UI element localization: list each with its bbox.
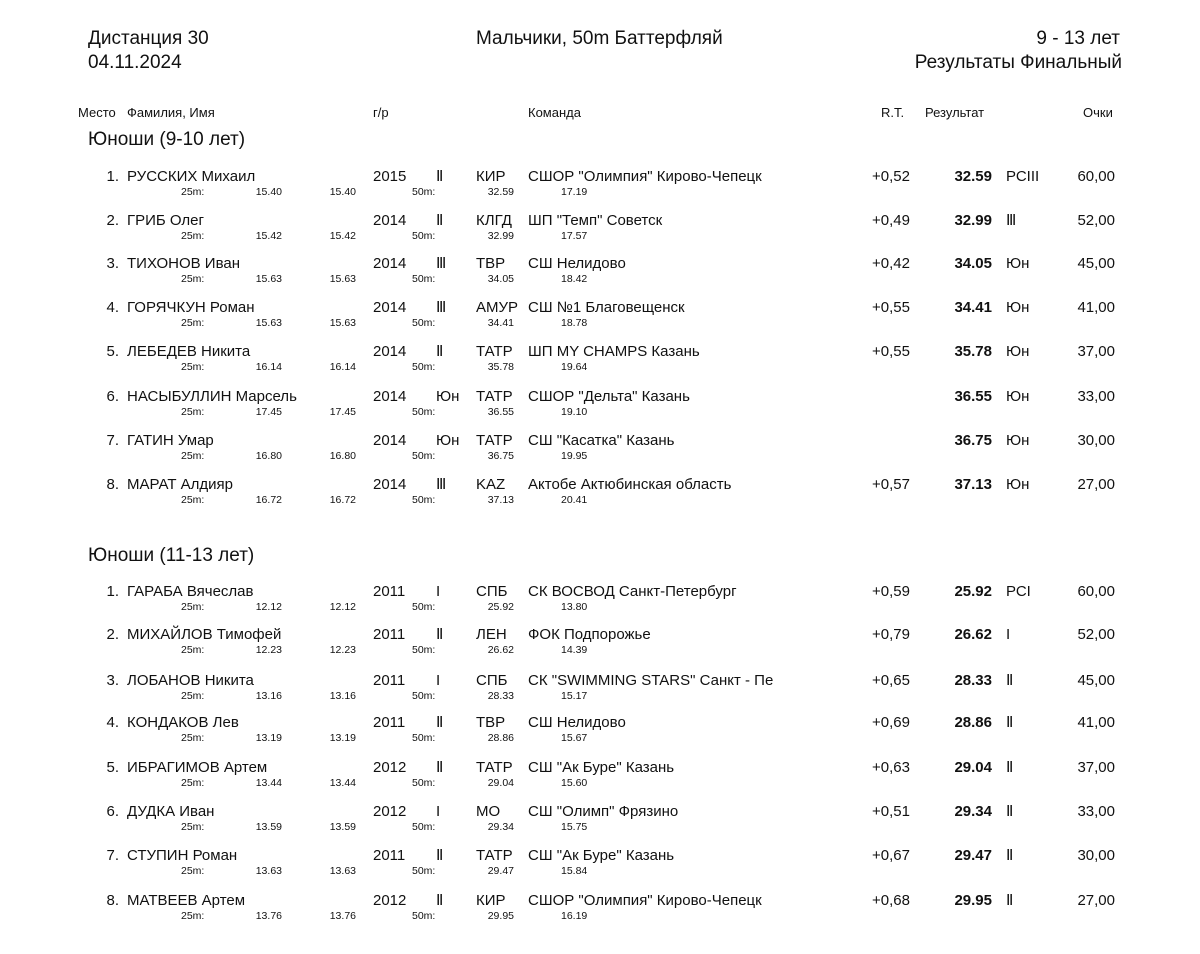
row-region: КИР <box>476 892 506 909</box>
row-team: СШ Нелидово <box>528 255 626 272</box>
row-result-class: Юн <box>1006 299 1030 316</box>
row-cum25: 15.40 <box>329 186 356 198</box>
row-split25-label: 25m: <box>181 732 205 744</box>
row-rt: +0,69 <box>872 714 910 731</box>
row-split50: 29.95 <box>487 910 514 922</box>
row-split25-label: 25m: <box>181 644 205 656</box>
row-points: 60,00 <box>1077 583 1115 600</box>
row-result-class: РСI <box>1006 583 1031 600</box>
row-split25-label: 25m: <box>181 450 205 462</box>
row-place: 5. <box>106 759 119 776</box>
row-cum25: 13.63 <box>329 865 356 877</box>
header-event-name: Дистанция 30 <box>88 28 209 49</box>
column-header-team: Команда <box>528 105 581 120</box>
row-result: 28.86 <box>954 714 992 731</box>
row-yob: 2014 <box>373 343 407 360</box>
row-rank: Юн <box>436 388 460 405</box>
row-seg50: 19.64 <box>561 361 588 373</box>
row-points: 33,00 <box>1077 388 1115 405</box>
row-split25: 13.16 <box>255 690 282 702</box>
row-result-class: Ⅱ <box>1006 759 1014 776</box>
row-split50-label: 50m: <box>412 317 436 329</box>
row-rt: +0,55 <box>872 299 910 316</box>
row-points: 41,00 <box>1077 299 1115 316</box>
column-header-result: Результат <box>925 105 985 120</box>
row-points: 60,00 <box>1077 168 1115 185</box>
row-name: ЛЕБЕДЕВ Никита <box>127 343 251 360</box>
column-header-yob: г/р <box>373 105 389 120</box>
row-yob: 2011 <box>373 714 406 731</box>
column-header-place: Место <box>78 105 116 120</box>
row-name: ДУДКА Иван <box>127 803 215 820</box>
row-split50-label: 50m: <box>412 230 436 242</box>
row-seg50: 17.19 <box>561 186 588 198</box>
result-row <box>0 803 1200 843</box>
row-split50: 26.62 <box>487 644 514 656</box>
row-result-class: I <box>1006 626 1011 643</box>
row-team: СШОР "Дельта" Казань <box>528 388 690 405</box>
row-yob: 2014 <box>373 388 407 405</box>
row-split25: 15.40 <box>255 186 282 198</box>
row-cum25: 13.76 <box>329 910 356 922</box>
row-seg50: 16.19 <box>561 910 588 922</box>
row-cum25: 17.45 <box>329 406 356 418</box>
row-split50-label: 50m: <box>412 406 436 418</box>
row-split25: 15.63 <box>255 273 282 285</box>
row-rt: +0,68 <box>872 892 910 909</box>
row-region: КИР <box>476 168 506 185</box>
row-seg50: 20.41 <box>561 494 588 506</box>
row-name: КОНДАКОВ Лев <box>127 714 239 731</box>
row-place: 6. <box>106 803 119 820</box>
row-result: 34.05 <box>954 255 992 272</box>
row-split25-label: 25m: <box>181 821 205 833</box>
row-yob: 2012 <box>373 892 407 909</box>
row-place: 8. <box>106 892 119 909</box>
row-result-class: Юн <box>1006 388 1030 405</box>
row-split25-label: 25m: <box>181 494 205 506</box>
row-split25: 13.19 <box>255 732 282 744</box>
row-team: СШ "Ак Буре" Казань <box>528 847 675 864</box>
row-split25: 13.76 <box>255 910 282 922</box>
row-region: ТВР <box>476 255 506 272</box>
row-result: 35.78 <box>954 343 992 360</box>
row-yob: 2014 <box>373 432 407 449</box>
row-rank: Юн <box>436 432 460 449</box>
row-points: 33,00 <box>1077 803 1115 820</box>
row-yob: 2014 <box>373 476 407 493</box>
row-rt: +0,55 <box>872 343 910 360</box>
row-split25: 13.44 <box>255 777 282 789</box>
row-region: KAZ <box>476 476 506 493</box>
row-name: ГАТИН Умар <box>127 432 214 449</box>
row-region: ЛЕН <box>476 626 507 643</box>
row-region: ТАТР <box>476 388 513 405</box>
row-result-class: Ⅱ <box>1006 672 1014 689</box>
row-team: СШОР "Олимпия" Кирово-Чепецк <box>528 168 762 185</box>
header-race: Мальчики, 50m Баттерфляй <box>476 28 723 49</box>
result-row <box>0 714 1200 754</box>
row-place: 3. <box>106 255 119 272</box>
row-name: ГОРЯЧКУН Роман <box>127 299 255 316</box>
row-rt: +0,57 <box>872 476 910 493</box>
row-place: 4. <box>106 714 119 731</box>
row-split25: 16.72 <box>255 494 282 506</box>
row-split25-label: 25m: <box>181 865 205 877</box>
row-region: КЛГД <box>476 212 512 229</box>
row-rank: I <box>436 803 441 820</box>
row-cum25: 13.19 <box>329 732 356 744</box>
row-region: МО <box>476 803 501 820</box>
row-team: ШП "Темп" Советск <box>528 212 663 229</box>
row-seg50: 17.57 <box>561 230 588 242</box>
row-region: СПБ <box>476 672 508 689</box>
row-yob: 2011 <box>373 847 406 864</box>
row-points: 37,00 <box>1077 759 1115 776</box>
row-split25-label: 25m: <box>181 406 205 418</box>
row-place: 7. <box>106 847 119 864</box>
row-rank: Ⅱ <box>436 847 444 864</box>
row-name: ИБРАГИМОВ Артем <box>127 759 268 776</box>
row-split50-label: 50m: <box>412 644 436 656</box>
row-split50: 34.05 <box>487 273 514 285</box>
row-split25: 15.63 <box>255 317 282 329</box>
row-split50: 35.78 <box>487 361 514 373</box>
row-cum25: 16.72 <box>329 494 356 506</box>
row-yob: 2015 <box>373 168 407 185</box>
row-rt: +0,63 <box>872 759 910 776</box>
row-split50-label: 50m: <box>412 865 436 877</box>
row-place: 7. <box>106 432 119 449</box>
row-name: ГРИБ Олег <box>127 212 204 229</box>
row-result: 32.59 <box>954 168 992 185</box>
row-cum25: 15.42 <box>329 230 356 242</box>
row-split25-label: 25m: <box>181 186 205 198</box>
result-row <box>0 672 1200 712</box>
row-place: 1. <box>106 583 119 600</box>
row-split25-label: 25m: <box>181 361 205 373</box>
row-split50: 37.13 <box>487 494 514 506</box>
row-result: 26.62 <box>954 626 992 643</box>
row-team: СШ "Олимп" Фрязино <box>528 803 679 820</box>
row-split25-label: 25m: <box>181 910 205 922</box>
row-result: 32.99 <box>954 212 992 229</box>
row-team: ФОК Подпорожье <box>528 626 651 643</box>
row-name: МАТВЕЕВ Артем <box>127 892 246 909</box>
row-result: 36.75 <box>954 432 992 449</box>
section-title: Юноши (11-13 лет) <box>88 545 255 566</box>
row-split25-label: 25m: <box>181 690 205 702</box>
row-name: ЛОБАНОВ Никита <box>127 672 254 689</box>
row-split25: 16.80 <box>255 450 282 462</box>
row-split25-label: 25m: <box>181 230 205 242</box>
row-team: СШ №1 Благовещенск <box>528 299 685 316</box>
row-name: НАСЫБУЛЛИН Марсель <box>127 388 297 405</box>
row-result-class: Юн <box>1006 476 1030 493</box>
row-split50: 29.34 <box>487 821 514 833</box>
row-seg50: 15.17 <box>561 690 588 702</box>
row-cum25: 12.12 <box>329 601 356 613</box>
row-split25-label: 25m: <box>181 601 205 613</box>
row-cum25: 15.63 <box>329 273 356 285</box>
row-split50-label: 50m: <box>412 186 436 198</box>
row-rank: I <box>436 672 441 689</box>
row-split50-label: 50m: <box>412 910 436 922</box>
result-row <box>0 212 1200 252</box>
result-row <box>0 583 1200 623</box>
row-seg50: 15.67 <box>561 732 588 744</box>
row-seg50: 19.95 <box>561 450 588 462</box>
row-split50-label: 50m: <box>412 777 436 789</box>
row-rank: Ⅲ <box>436 299 447 316</box>
column-header-points: Очки <box>1083 105 1113 120</box>
row-split50-label: 50m: <box>412 601 436 613</box>
section-title: Юноши (9-10 лет) <box>88 129 246 150</box>
row-name: МАРАТ Алдияр <box>127 476 234 493</box>
row-split50-label: 50m: <box>412 732 436 744</box>
row-name: СТУПИН Роман <box>127 847 238 864</box>
row-split25: 16.14 <box>255 361 282 373</box>
row-yob: 2012 <box>373 803 407 820</box>
row-result: 37.13 <box>954 476 992 493</box>
row-rt: +0,65 <box>872 672 910 689</box>
row-yob: 2014 <box>373 299 407 316</box>
row-result-class: Ⅱ <box>1006 803 1014 820</box>
row-result: 29.95 <box>954 892 992 909</box>
row-result: 29.34 <box>954 803 992 820</box>
row-split50-label: 50m: <box>412 821 436 833</box>
row-name: РУССКИХ Михаил <box>127 168 256 185</box>
row-cum25: 13.59 <box>329 821 356 833</box>
row-split25: 13.63 <box>255 865 282 877</box>
row-seg50: 18.78 <box>561 317 588 329</box>
row-rt: +0,51 <box>872 803 910 820</box>
row-rank: Ⅱ <box>436 168 444 185</box>
row-rank: Ⅱ <box>436 212 444 229</box>
result-row <box>0 759 1200 799</box>
row-split50-label: 50m: <box>412 273 436 285</box>
result-row <box>0 343 1200 383</box>
row-rank: Ⅱ <box>436 714 444 731</box>
result-row <box>0 299 1200 339</box>
row-yob: 2011 <box>373 583 406 600</box>
row-region: ТАТР <box>476 343 513 360</box>
row-result-class: Ⅲ <box>1006 212 1017 229</box>
row-cum25: 16.80 <box>329 450 356 462</box>
row-place: 4. <box>106 299 119 316</box>
row-split50-label: 50m: <box>412 690 436 702</box>
row-split50: 29.47 <box>487 865 514 877</box>
row-split25: 12.12 <box>255 601 282 613</box>
row-split50: 36.55 <box>487 406 514 418</box>
row-cum25: 12.23 <box>329 644 356 656</box>
row-rank: Ⅲ <box>436 476 447 493</box>
result-row <box>0 432 1200 472</box>
row-result-class: РСIII <box>1006 168 1040 185</box>
row-team: СШ Нелидово <box>528 714 626 731</box>
result-row <box>0 626 1200 666</box>
row-result-class: Юн <box>1006 432 1030 449</box>
row-result-class: Ⅱ <box>1006 714 1014 731</box>
row-points: 37,00 <box>1077 343 1115 360</box>
row-points: 45,00 <box>1077 255 1115 272</box>
row-points: 30,00 <box>1077 847 1115 864</box>
row-result: 29.47 <box>954 847 992 864</box>
row-split50: 28.33 <box>487 690 514 702</box>
row-points: 30,00 <box>1077 432 1115 449</box>
row-seg50: 15.60 <box>561 777 588 789</box>
row-region: ТАТР <box>476 759 513 776</box>
row-region: СПБ <box>476 583 508 600</box>
header-age-range: 9 - 13 лет <box>1036 28 1120 49</box>
row-yob: 2012 <box>373 759 407 776</box>
row-split50: 32.59 <box>487 186 514 198</box>
row-split50: 32.99 <box>487 230 514 242</box>
row-rt: +0,67 <box>872 847 910 864</box>
row-place: 2. <box>106 212 119 229</box>
result-row <box>0 847 1200 887</box>
row-place: 1. <box>106 168 119 185</box>
row-seg50: 14.39 <box>561 644 588 656</box>
row-place: 6. <box>106 388 119 405</box>
row-split25: 15.42 <box>255 230 282 242</box>
row-team: СШОР "Олимпия" Кирово-Чепецк <box>528 892 762 909</box>
row-result: 28.33 <box>954 672 992 689</box>
row-seg50: 18.42 <box>561 273 588 285</box>
row-points: 27,00 <box>1077 892 1115 909</box>
row-result-class: Ⅱ <box>1006 847 1014 864</box>
row-rt: +0,59 <box>872 583 910 600</box>
row-place: 5. <box>106 343 119 360</box>
row-yob: 2011 <box>373 626 406 643</box>
row-region: ТАТР <box>476 847 513 864</box>
row-name: ГАРАБА Вячеслав <box>127 583 254 600</box>
row-place: 8. <box>106 476 119 493</box>
row-place: 2. <box>106 626 119 643</box>
result-row <box>0 476 1200 516</box>
column-header-name: Фамилия, Имя <box>127 105 215 120</box>
row-cum25: 16.14 <box>329 361 356 373</box>
row-seg50: 15.84 <box>561 865 588 877</box>
row-split50: 25.92 <box>487 601 514 613</box>
header-result-type: Результаты Финальный <box>914 52 1122 73</box>
row-split25: 12.23 <box>255 644 282 656</box>
row-split50: 29.04 <box>487 777 514 789</box>
result-row <box>0 255 1200 295</box>
row-result-class: Юн <box>1006 255 1030 272</box>
row-result-class: Юн <box>1006 343 1030 360</box>
row-rt: +0,79 <box>872 626 910 643</box>
row-seg50: 19.10 <box>561 406 588 418</box>
row-rt: +0,52 <box>872 168 910 185</box>
result-row <box>0 388 1200 428</box>
row-points: 52,00 <box>1077 212 1115 229</box>
row-region: АМУР <box>476 299 519 316</box>
row-points: 45,00 <box>1077 672 1115 689</box>
header-date: 04.11.2024 <box>88 52 182 73</box>
row-region: ТВР <box>476 714 506 731</box>
row-rank: I <box>436 583 441 600</box>
row-result: 29.04 <box>954 759 992 776</box>
row-points: 27,00 <box>1077 476 1115 493</box>
row-place: 3. <box>106 672 119 689</box>
row-name: МИХАЙЛОВ Тимофей <box>127 626 282 643</box>
row-split25: 17.45 <box>255 406 282 418</box>
row-split25: 13.59 <box>255 821 282 833</box>
row-name: ТИХОНОВ Иван <box>127 255 240 272</box>
row-split25-label: 25m: <box>181 777 205 789</box>
row-rank: Ⅱ <box>436 626 444 643</box>
row-team: ШП MY CHAMPS Казань <box>528 343 700 360</box>
row-result-class: Ⅱ <box>1006 892 1014 909</box>
row-cum25: 15.63 <box>329 317 356 329</box>
row-cum25: 13.16 <box>329 690 356 702</box>
row-split50: 36.75 <box>487 450 514 462</box>
column-header-rt: R.T. <box>881 105 905 120</box>
row-rank: Ⅲ <box>436 255 447 272</box>
row-rt: +0,42 <box>872 255 910 272</box>
row-rt: +0,49 <box>872 212 910 229</box>
row-cum25: 13.44 <box>329 777 356 789</box>
row-split25-label: 25m: <box>181 317 205 329</box>
row-team: СШ "Ак Буре" Казань <box>528 759 675 776</box>
row-team: СК ВОСВОД Санкт-Петербург <box>528 583 737 600</box>
row-seg50: 15.75 <box>561 821 588 833</box>
row-split50-label: 50m: <box>412 494 436 506</box>
row-rank: Ⅱ <box>436 759 444 776</box>
row-result: 36.55 <box>954 388 992 405</box>
row-rank: Ⅱ <box>436 892 444 909</box>
row-split25-label: 25m: <box>181 273 205 285</box>
row-split50-label: 50m: <box>412 450 436 462</box>
row-team: СК "SWIMMING STARS" Санкт - Пе <box>528 672 774 689</box>
row-result: 34.41 <box>954 299 992 316</box>
row-yob: 2014 <box>373 255 407 272</box>
row-team: Актобе Актюбинская область <box>528 476 732 493</box>
row-points: 41,00 <box>1077 714 1115 731</box>
row-region: ТАТР <box>476 432 513 449</box>
result-row <box>0 168 1200 208</box>
row-split50-label: 50m: <box>412 361 436 373</box>
row-split50: 34.41 <box>487 317 514 329</box>
row-result: 25.92 <box>954 583 992 600</box>
row-split50: 28.86 <box>487 732 514 744</box>
row-seg50: 13.80 <box>561 601 588 613</box>
row-points: 52,00 <box>1077 626 1115 643</box>
result-row <box>0 892 1200 932</box>
row-team: СШ "Касатка" Казань <box>528 432 675 449</box>
row-yob: 2014 <box>373 212 407 229</box>
row-rank: Ⅱ <box>436 343 444 360</box>
row-yob: 2011 <box>373 672 406 689</box>
